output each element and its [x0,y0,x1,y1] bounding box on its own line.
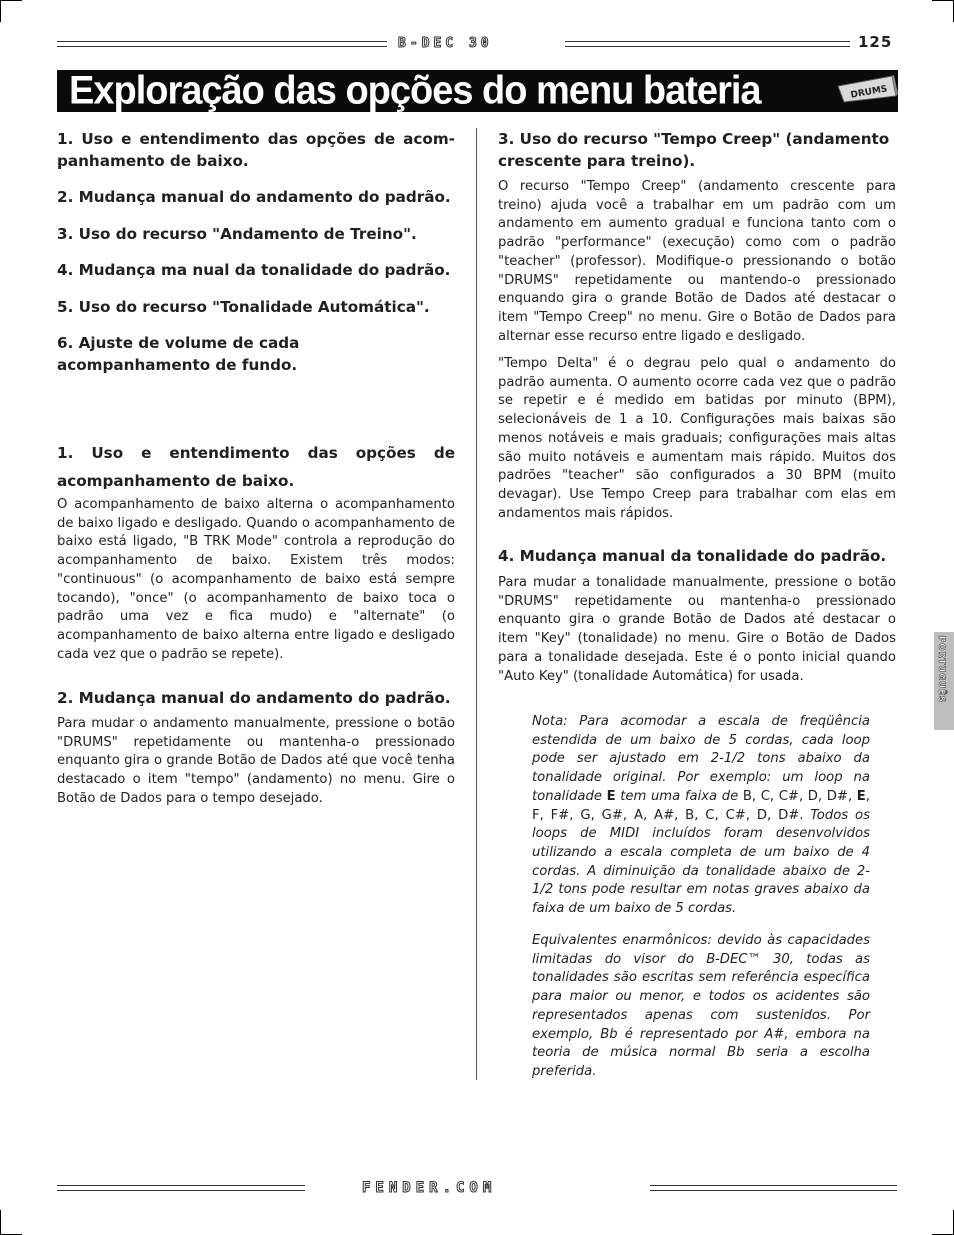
toc-item: 1. Uso e entendimento das opções de acom-panhamento de baixo. [57,130,455,170]
note-1-key-e-2: E [856,788,866,804]
section-1-body: O acompanhamento de baixo alterna o acompanhamento de baixo ligado e desligado. Quando o acompanhamento de baixo está ligado, "B TRK Mode" controla a reprodução do acompanhamento de baixo. Existem três modos: "continuous" (o acompanhamento de baixo está sempre tocando), "once" (o acompanhamento de baixo toca o padrão uma vez e fica mudo) e "alternate" (o acompanhamento de baixo alterna entre ligado e desligado cada vez que o padrão se repete). [57,497,455,662]
toc-item: 6. Ajuste de volume de cada acompanhamento de fundo. [57,334,300,374]
toc-item: 4. Mudança ma nual da tonalidade do padrão. [57,261,451,279]
crop-mark-top-right-h [932,0,954,1]
drums-badge-label: DRUMS [849,84,889,101]
section-4-heading: 4. Mudança manual da tonalidade do padrão. [498,547,887,565]
section-4-body: Para mudar a tonalidade manualmente, pressione o botão "DRUMS" repetidamente ou mantenha-o pressionado enquanto gira o grande Botão de Dados até destacar o item "Key" (tonalidade) no menu. Gire o Botão de Dados para a tonalidade desejada. Este é o ponto inicial quando "Auto Key" (tonalidade Automática) for usada. [498,575,896,684]
section-3-body-1: O recurso "Tempo Creep" (andamento crescente para treino) ajuda você a trabalhar em um padrão com um andamento em aumento gradual e funciona tanto com o padrão "performance" (execução) como com o padrão "teacher" (professor). Modifique-o pressionando o botão "DRUMS" repetidamente ou mantendo-o pressionado enquando gira o grande Botão de Dados até destacar o item "Tempo Creep" no menu. Gire o Botão de Dados para alternar esse recurso entre ligado e desligado. [498,179,896,344]
note-1-text-c: Todos os loops de MIDI incluídos foram desenvolvidos utilizando a escala completa de um baixo de 4 cordas. A diminuição da tonalidade abaixo de 2-1/2 tons pode resultar em notas graves abaixo da faixa de um baixo de 5 cordas. [532,807,870,917]
toc-item: 5. Uso do recurso "Tonalidade Automática". [57,298,430,316]
section-3-heading: 3. Uso do recurso "Tempo Creep" (andamento crescente para treino). [498,130,890,170]
footer-rule-right [650,1185,897,1191]
note-frequency-range [532,713,870,919]
footer-brand: FENDER.COM [362,1180,497,1196]
header-brand: B-DEC 30 [398,36,493,51]
note-1-text-b: tem uma faixa de [615,788,743,804]
section-3-body-2: "Tempo Delta" é o degrau pelo qual o andamento do padrão aumenta. O aumento ocorre cada vez que o padrão se repetir e é medido em batidas por minuto (BPM), selecionáveis de 1 a 10. Configurações mais baixas são menos notáveis e mais graduais; configurações mais altas são muito notáveis e aumentam mais rápido. Muitos dos padrões "teacher" são configurados a 30 BPM (muito devagar). Use Tempo Creep para trabalhar com elas em andamentos mais rápidos. [498,356,896,521]
page-title: Exploração das opções do menu bateria [69,68,761,114]
title-bar [57,70,898,112]
crop-mark-bottom-left-v [0,1210,1,1235]
section-2-body: Para mudar o andamento manualmente, pressione o botão "DRUMS" repetidamente ou mantenha-o pressionado enquanto gira o grande Botão de Dados até que você tenha destacado o item "tempo" (andamento) no menu. Gire o Botão de Dados para o tempo desejado. [57,716,455,806]
header-rule-right [565,41,850,47]
toc-list [57,128,455,376]
header-rule-left [57,41,387,47]
drums-badge-icon [836,74,898,104]
language-side-tab-label: PORTUGUÊS [936,636,946,704]
note-1-range-a: B, C, C#, D, D#, [742,788,857,804]
toc-item: 3. Uso do recurso "Andamento de Treino". [57,225,417,243]
note-1-text-a: Nota: Para acomodar a escala de freqüência estendida de um baixo de 5 cordas, cada loop pode ser ajustado em 2-1/2 tons abaixo da tonalidade original. Por exemplo: um loop na tonalidade [532,714,870,804]
note-1-range-b: , F, F#, G, G#, A, A#, B, C, C#, D, D#. [532,788,870,823]
footer-rule-left [57,1185,305,1191]
crop-mark-top-left-h [0,0,22,1]
language-side-tab [934,632,954,730]
page-number: 125 [858,33,893,51]
section-1-heading: 1. Uso e entendimento das opções de acompanhamento de baixo. [57,444,455,490]
note-1-key-e: E [606,788,616,804]
note-enharmonic-equivalents: Equivalentes enarmônicos: devido às capacidades limitadas do visor do B-DEC™ 30, todas as tonalidades são escritas sem referência específica para maior ou menor, e todos os acidentes são representados apenas com sustenidos. Por exemplo, Bb é representado por A#, embora na teoria de música normal Bb seria a escolha preferida. [532,933,870,1079]
left-column [57,128,455,806]
section-2-heading: 2. Mudança manual do andamento do padrão. [57,689,451,707]
crop-mark-top-left-v [0,0,1,22]
column-divider [476,128,477,1080]
toc-item: 2. Mudança manual do andamento do padrão. [57,188,451,206]
